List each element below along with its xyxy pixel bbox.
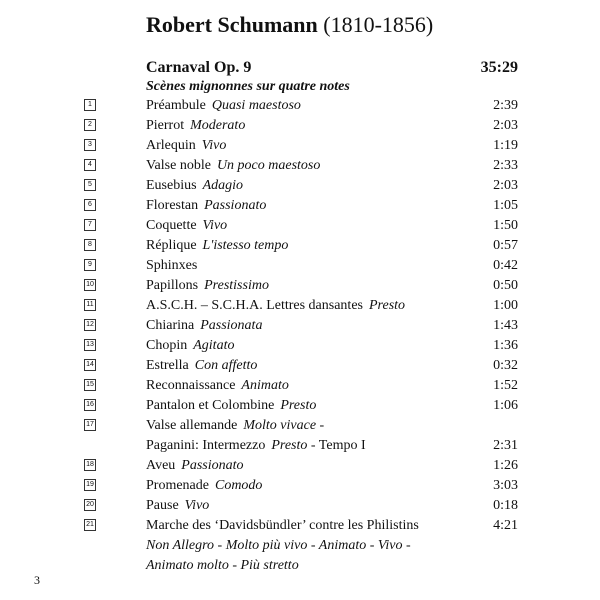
track-title: Marche des ‘Davidsbündler’ contre les Philistins bbox=[146, 518, 419, 533]
track-number-box: 6 bbox=[84, 199, 96, 211]
track-line bbox=[146, 176, 243, 196]
track-title: Coquette bbox=[146, 218, 197, 233]
tempo-marking: Quasi maestoso bbox=[211, 98, 301, 113]
track-duration: 1:52 bbox=[493, 378, 518, 393]
track-duration: 1:36 bbox=[493, 338, 518, 353]
tempo-suffix: - Tempo I bbox=[310, 438, 366, 453]
tempo-marking: Passionata bbox=[200, 318, 263, 333]
track-duration: 1:19 bbox=[493, 138, 518, 153]
track-title: Pantalon et Colombine bbox=[146, 398, 275, 413]
track-line bbox=[146, 456, 244, 476]
tempo-marking: Passionato bbox=[204, 198, 267, 213]
track-title: Sphinxes bbox=[146, 258, 198, 273]
track-row bbox=[0, 296, 600, 316]
track-duration: 1:05 bbox=[493, 198, 518, 213]
composer-dates: (1810-1856) bbox=[323, 12, 434, 37]
track-number-box: 7 bbox=[84, 219, 96, 231]
tempo-marking: Vivo bbox=[201, 138, 227, 153]
track-line bbox=[146, 256, 197, 276]
track-duration: 1:43 bbox=[493, 318, 518, 333]
track-list bbox=[0, 96, 600, 536]
track-duration: 3:03 bbox=[493, 478, 518, 493]
work-title: Carnaval Op. 9 bbox=[146, 59, 252, 76]
track-row bbox=[0, 276, 600, 296]
track-line bbox=[146, 516, 419, 536]
track-title: Promenade bbox=[146, 478, 209, 493]
track-row bbox=[0, 456, 600, 476]
track-duration: 0:57 bbox=[493, 238, 518, 253]
track-line bbox=[146, 316, 262, 336]
track-line bbox=[146, 436, 366, 456]
track-row bbox=[0, 356, 600, 376]
track-row bbox=[0, 516, 600, 536]
track-number-box: 3 bbox=[84, 139, 96, 151]
tempo-marking: Con affetto bbox=[194, 358, 258, 373]
track-title: Eusebius bbox=[146, 178, 197, 193]
tempo-marking: Presto bbox=[369, 298, 406, 313]
track-title: Florestan bbox=[146, 198, 199, 213]
track-number-box: 11 bbox=[84, 299, 96, 311]
track-number-box: 12 bbox=[84, 319, 96, 331]
track-line bbox=[146, 156, 320, 176]
tempo-marking: Adagio bbox=[202, 178, 244, 193]
tempo-marking: Molto vivace - bbox=[243, 418, 325, 433]
track-duration: 2:03 bbox=[493, 178, 518, 193]
tempo-marking: Agitato bbox=[193, 338, 235, 353]
track-number-box: 5 bbox=[84, 179, 96, 191]
track-duration: 1:00 bbox=[493, 298, 518, 313]
track-duration: 1:06 bbox=[493, 398, 518, 413]
track-row bbox=[0, 196, 600, 216]
track-duration: 0:32 bbox=[493, 358, 518, 373]
track-row bbox=[0, 216, 600, 236]
track-title: Pause bbox=[146, 498, 179, 513]
track-title: Préambule bbox=[146, 98, 206, 113]
track-line bbox=[146, 196, 266, 216]
track-number-box: 4 bbox=[84, 159, 96, 171]
track-duration: 4:21 bbox=[493, 518, 518, 533]
track-row bbox=[0, 316, 600, 336]
track-row bbox=[0, 156, 600, 176]
track-row bbox=[0, 116, 600, 136]
track-duration: 1:26 bbox=[493, 458, 518, 473]
track-title: Papillons bbox=[146, 278, 199, 293]
track-line bbox=[146, 96, 301, 116]
track-number-box: 20 bbox=[84, 499, 96, 511]
track-row bbox=[0, 176, 600, 196]
track-duration: 2:31 bbox=[493, 438, 518, 453]
track-duration: 0:42 bbox=[493, 258, 518, 273]
track-duration: 2:39 bbox=[493, 98, 518, 113]
track-line bbox=[146, 116, 245, 136]
tempo-marking: Vivo bbox=[184, 498, 210, 513]
track-title: Reconnaissance bbox=[146, 378, 236, 393]
tempo-marking: L'istesso tempo bbox=[202, 238, 289, 253]
track-duration: 0:50 bbox=[493, 278, 518, 293]
track-row bbox=[0, 476, 600, 496]
track-row bbox=[0, 496, 600, 516]
track-number-box: 15 bbox=[84, 379, 96, 391]
tempo-marking: Presto bbox=[271, 438, 308, 453]
track-number-box: 1 bbox=[84, 99, 96, 111]
track-title: Chopin bbox=[146, 338, 188, 353]
tempo-marking: Comodo bbox=[214, 478, 263, 493]
track-title: Estrella bbox=[146, 358, 189, 373]
track-line bbox=[146, 276, 269, 296]
track-number-box: 9 bbox=[84, 259, 96, 271]
track-duration: 2:03 bbox=[493, 118, 518, 133]
track-row bbox=[0, 236, 600, 256]
track-number-box: 8 bbox=[84, 239, 96, 251]
track-duration: 1:50 bbox=[493, 218, 518, 233]
work-subtitle: Scènes mignonnes sur quatre notes bbox=[146, 79, 350, 94]
track-row bbox=[0, 136, 600, 156]
track-title: Chiarina bbox=[146, 318, 195, 333]
track-number-box: 19 bbox=[84, 479, 96, 491]
track-line bbox=[146, 496, 209, 516]
track-title: Aveu bbox=[146, 458, 176, 473]
track-line bbox=[146, 356, 257, 376]
track-row bbox=[0, 376, 600, 396]
track-duration: 0:18 bbox=[493, 498, 518, 513]
track-number-box: 2 bbox=[84, 119, 96, 131]
track-line bbox=[146, 396, 316, 416]
track-number-box: 21 bbox=[84, 519, 96, 531]
track-line bbox=[146, 416, 324, 436]
track-line bbox=[146, 296, 405, 316]
track-title: Arlequin bbox=[146, 138, 196, 153]
track-line bbox=[146, 236, 288, 256]
track-line bbox=[146, 476, 262, 496]
track-line bbox=[146, 376, 289, 396]
track-duration: 2:33 bbox=[493, 158, 518, 173]
track-row bbox=[0, 416, 600, 456]
composer-heading bbox=[146, 10, 433, 40]
track-title: Paganini: Intermezzo bbox=[146, 438, 266, 453]
track-title: Pierrot bbox=[146, 118, 185, 133]
page-number: 3 bbox=[34, 573, 40, 587]
track-row bbox=[0, 396, 600, 416]
track-title: Valse noble bbox=[146, 158, 211, 173]
track-title: Réplique bbox=[146, 238, 197, 253]
track-number-box: 18 bbox=[84, 459, 96, 471]
track-number-box: 10 bbox=[84, 279, 96, 291]
track-number-box: 16 bbox=[84, 399, 96, 411]
track-number-box: 14 bbox=[84, 359, 96, 371]
track-row bbox=[0, 336, 600, 356]
tempo-marking: Presto bbox=[280, 398, 317, 413]
track-title: A.S.C.H. – S.C.H.A. Lettres dansantes bbox=[146, 298, 363, 313]
tempo-marking: Animato bbox=[241, 378, 289, 393]
final-tempo-line: Non Allegro - Molto più vivo - Animato - Vivo - bbox=[146, 538, 411, 553]
track-line bbox=[146, 336, 234, 356]
track-line bbox=[146, 136, 226, 156]
tempo-marking: Moderato bbox=[190, 118, 246, 133]
track-number-box: 13 bbox=[84, 339, 96, 351]
track-row bbox=[0, 96, 600, 116]
tempo-marking: Un poco maestoso bbox=[216, 158, 321, 173]
composer-name: Robert Schumann bbox=[146, 12, 318, 37]
tempo-marking: Prestissimo bbox=[204, 278, 269, 293]
tempo-marking: Passionato bbox=[181, 458, 244, 473]
final-tempo-line: Animato molto - Più stretto bbox=[146, 558, 299, 573]
tempo-marking: Vivo bbox=[202, 218, 228, 233]
track-line bbox=[146, 216, 227, 236]
track-row bbox=[0, 256, 600, 276]
work-total-time: 35:29 bbox=[480, 59, 518, 76]
track-title: Valse allemande bbox=[146, 418, 238, 433]
track-number-box: 17 bbox=[84, 419, 96, 431]
